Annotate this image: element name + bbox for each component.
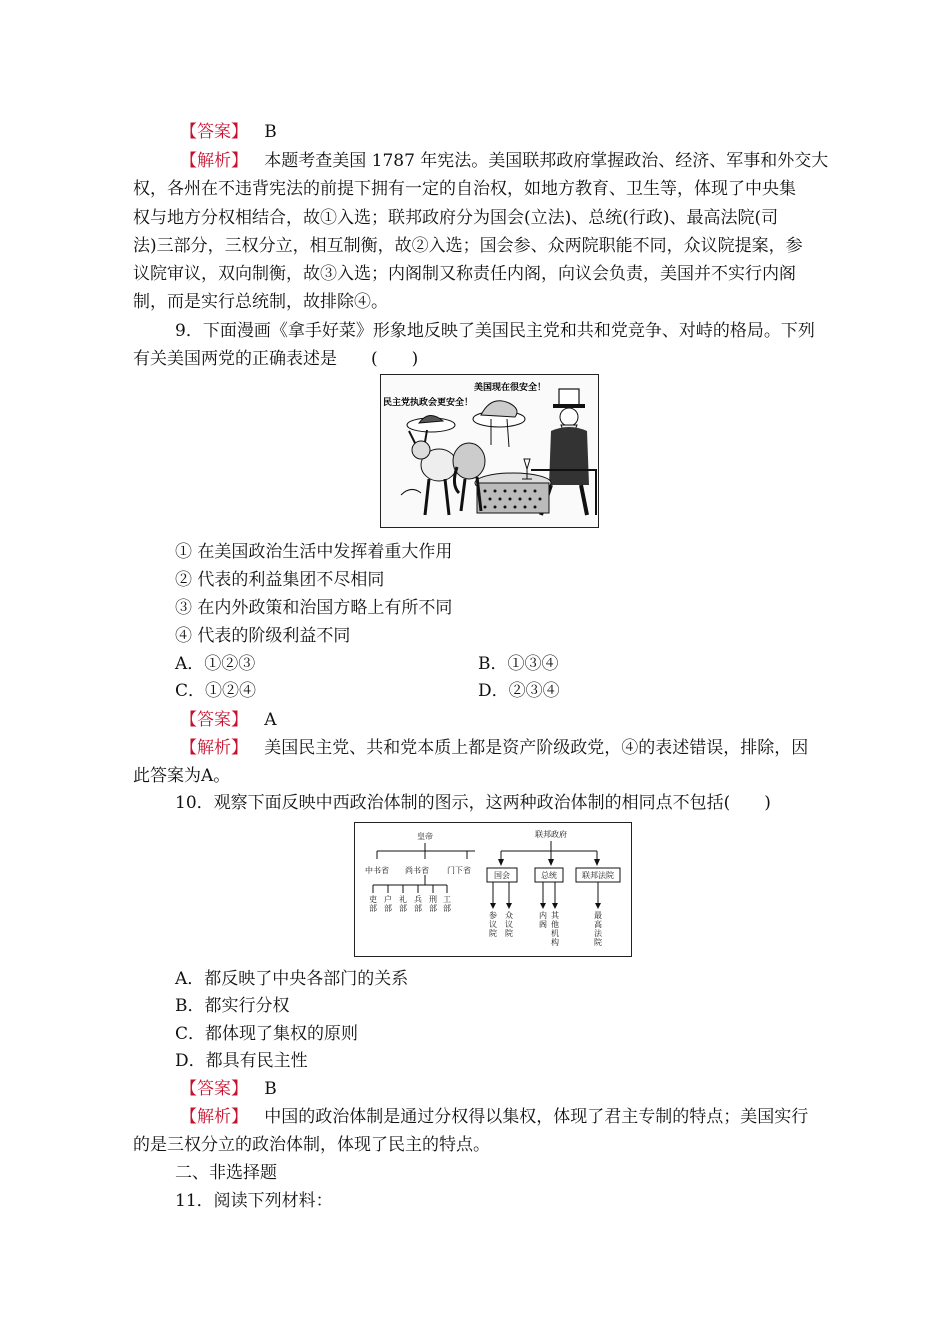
q10-analysis-line-2: 的是三权分立的政治体制，体现了民主的特点。: [133, 1135, 490, 1155]
answer-tag: 【答案】: [180, 1079, 248, 1099]
diagram-right-root: 联邦政府: [535, 830, 567, 839]
analysis-tag: 【解析】: [180, 1107, 248, 1127]
diagram-drawing: [355, 823, 630, 955]
diagram-left-leaf-1: 吏部: [369, 895, 377, 913]
analysis-text: 美国民主党、共和党本质上都是资产阶级政党，④的表述错误，排除，因: [264, 738, 809, 758]
q10-answer-line: [180, 1078, 277, 1100]
analysis-text: 中国的政治体制是通过分权得以集权，体现了君主专制的特点；美国实行: [264, 1107, 809, 1127]
answer-value: B: [264, 1079, 277, 1099]
q10-option-a: A．都反映了中央各部门的关系: [175, 969, 409, 989]
q8-analysis-line-1: [180, 150, 828, 172]
diagram-left-leaf-5: 刑部: [429, 895, 437, 913]
diagram-right-leaf-1: 参议院: [489, 911, 497, 938]
diagram-left-mid-1: 中书省: [365, 866, 389, 875]
diagram-right-mid-2: 总统: [541, 871, 557, 880]
diagram-left-leaf-4: 兵部: [414, 895, 422, 913]
q9-analysis-line-1: [180, 737, 808, 759]
cartoon-drawing: [381, 375, 597, 526]
diagram-right-mid-1: 国会: [494, 871, 510, 880]
q8-analysis-line-2: 权，各州在不违背宪法的前提下拥有一定的自治权，如地方教育、卫生等，体现了中央集: [133, 179, 796, 199]
q10-option-b: B．都实行分权: [175, 996, 290, 1016]
cartoon-caption-left: 民主党执政会更安全！: [383, 398, 474, 408]
q9-option-a: A．①②③: [175, 654, 256, 674]
analysis-text: 本题考查美国 1787 年宪法。美国联邦政府掌握政治、经济、军事和外交大: [264, 151, 829, 171]
diagram-right-leaf-4: 其他机构: [551, 911, 559, 947]
q9-analysis-line-2: 此答案为A。: [133, 766, 231, 786]
q9-stem-line-1: 9．下面漫画《拿手好菜》形象地反映了美国民主党和共和党竞争、对峙的格局。下列: [175, 321, 815, 341]
q9-answer-line: [180, 709, 277, 731]
analysis-tag: 【解析】: [180, 151, 248, 171]
q10-stem: 10．观察下面反映中西政治体制的图示，这两种政治体制的相同点不包括( ): [175, 793, 771, 813]
answer-value: A: [264, 710, 277, 730]
diagram-right-leaf-5: 最高法院: [594, 911, 602, 947]
q9-option-c: C．①②④: [175, 681, 257, 701]
cartoon-caption-right: 美国现在很安全！: [474, 383, 547, 393]
answer-tag: 【答案】: [180, 122, 248, 142]
q9-stem-line-2: 有关美国两党的正确表述是 ( ): [133, 349, 419, 369]
political-system-diagram: [354, 822, 632, 957]
section-heading: 二、非选择题: [175, 1163, 277, 1183]
q10-option-c: C．都体现了集权的原则: [175, 1024, 359, 1044]
diagram-right-leaf-3: 内阁: [539, 911, 547, 929]
answer-value: B: [264, 122, 277, 142]
diagram-left-mid-3: 门下省: [447, 866, 471, 875]
q9-statement-3: ③ 在内外政策和治国方略上有所不同: [175, 598, 453, 618]
q8-analysis-line-4: 法)三部分，三权分立，相互制衡，故②入选；国会参、众两院职能不同，众议院提案，参: [133, 236, 803, 256]
q9-option-d: D．②③④: [478, 681, 560, 701]
analysis-tag: 【解析】: [180, 738, 248, 758]
diagram-left-leaf-3: 礼部: [399, 895, 407, 913]
q9-statement-4: ④ 代表的阶级利益不同: [175, 626, 351, 646]
diagram-right-mid-3: 联邦法院: [582, 871, 614, 880]
q9-option-b: B．①③④: [478, 654, 559, 674]
diagram-left-root: 皇帝: [417, 832, 433, 841]
diagram-left-leaf-6: 工部: [443, 895, 451, 913]
q11-stem: 11．阅读下列材料：: [175, 1191, 333, 1211]
q9-statement-2: ② 代表的利益集团不尽相同: [175, 570, 385, 590]
q9-statement-1: ① 在美国政治生活中发挥着重大作用: [175, 542, 453, 562]
q10-option-d: D．都具有民主性: [175, 1051, 308, 1071]
q8-answer-line: [180, 121, 277, 143]
q8-analysis-line-6: 制，而是实行总统制，故排除④。: [133, 292, 388, 312]
answer-tag: 【答案】: [180, 710, 248, 730]
q10-analysis-line-1: [180, 1106, 808, 1128]
q8-analysis-line-5: 议院审议，双向制衡，故③入选；内阁制又称责任内阁，向议会负责，美国并不实行内阁: [133, 264, 796, 284]
q8-analysis-line-3: 权与地方分权相结合，故①入选；联邦政府分为国会(立法)、总统(行政)、最高法院(司: [133, 208, 779, 228]
diagram-right-leaf-2: 众议院: [505, 911, 513, 938]
diagram-left-mid-2: 尚书省: [405, 866, 429, 875]
diagram-left-leaf-2: 户部: [384, 895, 392, 913]
cartoon-image: [380, 374, 599, 528]
